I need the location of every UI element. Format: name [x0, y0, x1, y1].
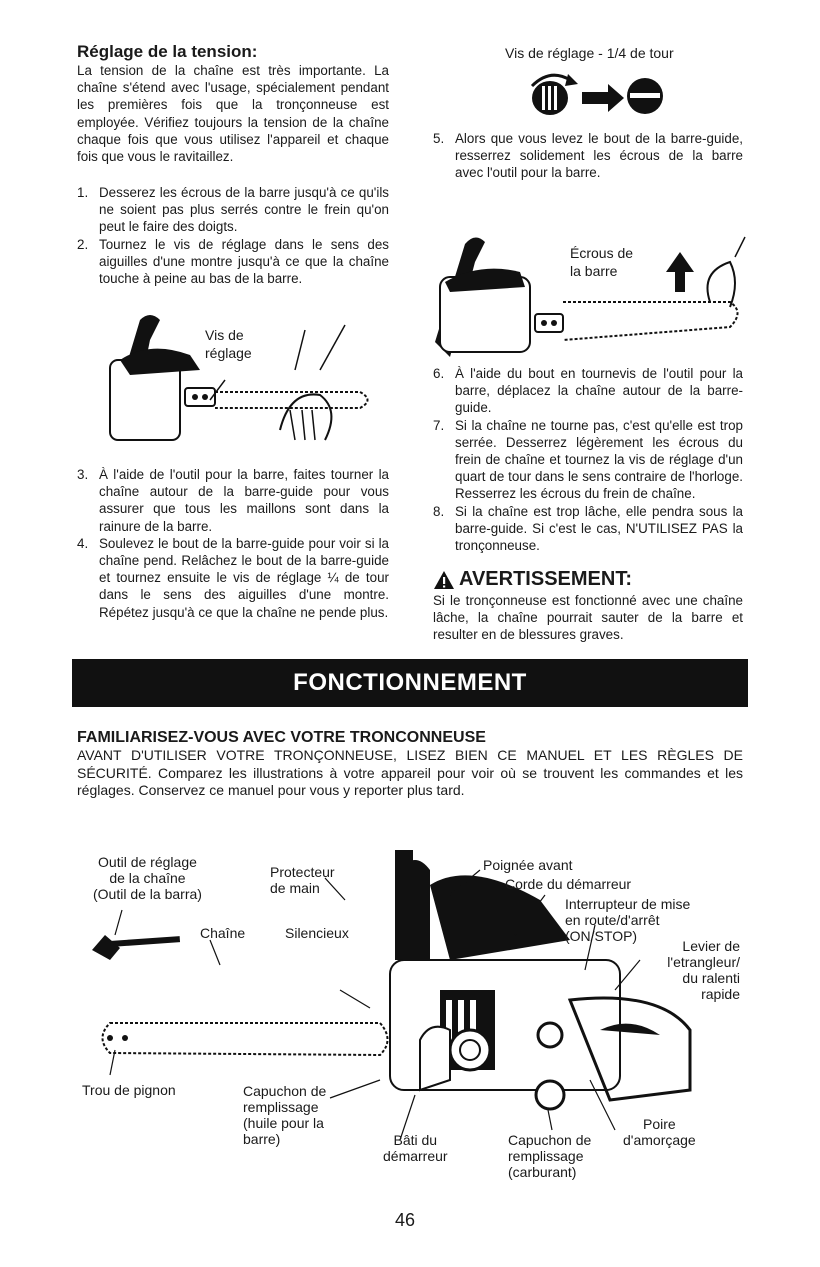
- tension-intro: La tension de la chaîne est très importante. La chaîne s'étend avec l'usage, spécialement pendant les premières fois que la tronçonneuse est employée. Vérifiez toujours la tension de la chaîne chaque fois que vous utilisez l'appareil et chaque fois que vous le ravitaillez.: [77, 63, 389, 165]
- quarter-turn-icon: [520, 68, 670, 118]
- warning-block: [433, 568, 743, 644]
- rotate-screw-icon: [520, 68, 670, 118]
- label-reglage: réglage: [205, 345, 252, 361]
- label-chain: Chaîne: [200, 925, 246, 941]
- label-ecrous-de: Écrous de: [570, 245, 634, 261]
- warning-title: AVERTISSEMENT:: [459, 568, 632, 590]
- label-vis-de: Vis de: [205, 327, 244, 343]
- step-item: 8. Si la chaîne est trop lâche, elle pendra sous la barre-guide. Si c'est le cas, N'UTILISEZ PAS la tronçonneuse.: [433, 503, 743, 554]
- section-title-tension: Réglage de la tension:: [77, 42, 258, 61]
- page-number: 46: [395, 1210, 416, 1230]
- label-oil-cap: Capuchon de remplissage (huile pour la barre): [243, 1083, 327, 1147]
- steps-list-4: [433, 365, 743, 554]
- label-la-barre: la barre: [570, 263, 618, 279]
- step-item: 6. À l'aide du bout en tournevis de l'outil pour la barre, déplacez la chaîne autour de la barre-guide.: [433, 366, 743, 416]
- figure-bar-nuts: [430, 232, 750, 362]
- steps-list-1: [77, 184, 389, 287]
- label-tool: Outil de réglage de la chaîne (Outil de la barra): [93, 854, 202, 902]
- steps-list-3: [433, 130, 743, 182]
- label-on-stop: Interrupteur de mise en route/d'arrêt (ON/STOP): [565, 896, 691, 944]
- label-front-handle: Poignée avant: [483, 857, 573, 873]
- label-starter-rope: Corde du démarreur: [505, 876, 632, 892]
- label-starter-housing: Bâti du démarreur: [383, 1132, 448, 1164]
- step-item: 7. Si la chaîne ne tourne pas, c'est qu'elle est trop serrée. Desserrez légèrement les écrous du frein de chaîne et tournez la vis de réglage d'un quart de tour dans le sens contraire de l'horloge. Resserrez les écrous du frein de chaîne.: [433, 417, 743, 502]
- section-banner: FONCTIONNEMENT: [72, 659, 748, 707]
- familiarize-text: AVANT D'UTILISER VOTRE TRONÇONNEUSE, LISEZ BIEN CE MANUEL ET LES RÈGLES DE SÉCURITÉ. Comparez les illustrations à votre appareil pour voir où se trouvent les commandes et les réglages. Conservez ce manuel pour vous y reporter plus tard.: [77, 747, 743, 798]
- step-item: 5. Alors que vous levez le bout de la barre-guide, resserrez solidement les écrous de la barre avec l'outil pour la barre.: [433, 131, 743, 181]
- step-item: 4. Soulevez le bout de la barre-guide pour voir si la chaîne pend. Relâchez le bout de la barre-guide et tournez ensuite le vis de réglage ¼ de tour dans le sens des aiguilles d'une montre. Répétez jusqu'à ce que la chaîne ne pende plus.: [77, 535, 389, 620]
- chainsaw-illustration: [90, 300, 390, 450]
- step-item: 1. Desserez les écrous de la barre jusqu'à ce qu'ils ne soient pas plus serrés contre le frein qu'on peut le faire des doigts.: [77, 185, 389, 235]
- familiarize-title: FAMILIARISEZ-VOUS AVEC VOTRE TRONCONNEUSE: [77, 729, 486, 746]
- label-sprocket: Trou de pignon: [82, 1082, 176, 1098]
- quarter-turn-caption: Vis de réglage - 1/4 de tour: [505, 45, 674, 61]
- label-choke: Levier de l'etrangleur/ du ralenti rapide: [667, 938, 740, 1002]
- figure-adjust-screw: [90, 300, 390, 450]
- label-fuel-cap: Capuchon de remplissage (carburant): [508, 1132, 592, 1180]
- label-hand-guard: Protecteur de main: [270, 864, 335, 896]
- label-primer: Poire d'amorçage: [623, 1116, 696, 1148]
- step-item: 3. À l'aide de l'outil pour la barre, faites tourner la chaîne autour de la barre-guide pour vous assurer que tous les maillons sont dans la rainure de la barre.: [77, 467, 389, 534]
- label-muffler: Silencieux: [285, 925, 349, 941]
- steps-list-2: [77, 466, 389, 621]
- warning-icon: [433, 570, 455, 590]
- warning-text: Si le tronçonneuse est fonctionné avec une chaîne lâche, la chaîne pourrait sauter de la barre et resulter en de blessures graves.: [433, 593, 743, 643]
- step-item: 2. Tournez le vis de réglage dans le sens des aiguilles d'une montre jusqu'à ce que la chaîne touche à peine au bas de la barre.: [77, 236, 389, 287]
